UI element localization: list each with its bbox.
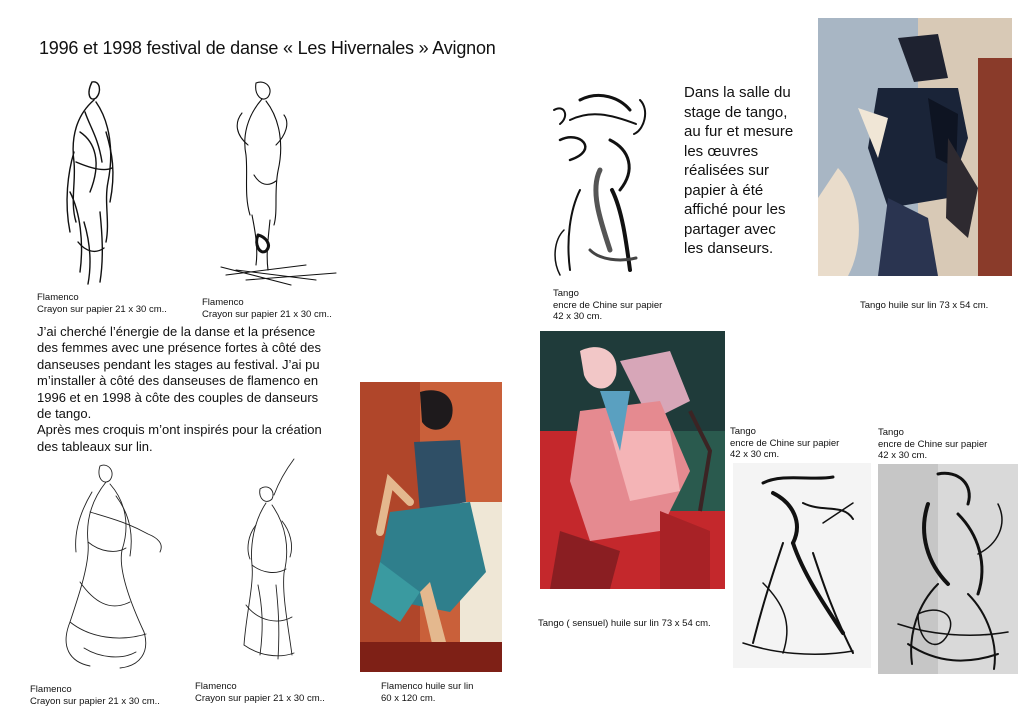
side-line: les danseurs. [684, 240, 774, 257]
tango-ink-3-icon [878, 464, 1018, 674]
intro-line: J’ai cherché l’énergie de la danse et la présence [37, 324, 316, 339]
caption-flamenco-4: Flamenco Crayon sur papier 21 x 30 cm.. [195, 681, 325, 704]
flamenco-sketch-3-icon [30, 452, 175, 680]
side-line: au fur et mesure [684, 123, 794, 140]
side-text [684, 83, 824, 259]
caption-flamenco-3: Flamenco Crayon sur papier 21 x 30 cm.. [30, 684, 160, 707]
caption-tango-oil-top: Tango huile sur lin 73 x 54 cm. [860, 300, 989, 311]
caption-flamenco-oil: Flamenco huile sur lin 60 x 120 cm. [381, 681, 474, 704]
caption-flamenco-1: Flamenco Crayon sur papier 21 x 30 cm.. [37, 292, 167, 315]
flamenco-sketch-2-icon [196, 75, 346, 290]
intro-line: m’installer à côté des danseuses de flamenco en [37, 373, 319, 389]
tango-ink-2-icon [733, 463, 871, 668]
intro-line: 1996 et en 1998 à côte des couples de danseurs [37, 389, 319, 405]
side-line: affiché pour les [684, 201, 786, 218]
flamenco-sketch-4-icon [198, 455, 348, 677]
flamenco-sketch-1-icon [40, 72, 140, 292]
side-line: les œuvres [684, 142, 759, 160]
tango-ink-1-icon [540, 80, 672, 285]
flamenco-oil-image [360, 382, 502, 672]
intro-line: de tango. [37, 406, 92, 422]
tango-ink-2-image [733, 463, 871, 668]
tango-oil-1-image [818, 18, 1012, 276]
intro-line: danseuses pendant les stages au festival. J’ai pu [37, 356, 320, 372]
intro-line: Après mes croquis m’ont inspirés pour la création [37, 422, 322, 438]
flamenco-oil-icon [360, 382, 502, 672]
caption-tango-ink-3: Tango encre de Chine sur papier 42 x 30 cm. [878, 427, 988, 461]
flamenco-sketch-4-image [198, 455, 348, 677]
intro-line: des femmes avec une présence fortes à côté des [37, 340, 321, 356]
flamenco-sketch-3-image [30, 452, 175, 680]
tango-oil-1-icon [818, 18, 1012, 276]
flamenco-sketch-2-image [196, 75, 346, 290]
caption-tango-ink-top: Tango encre de Chine sur papier 42 x 30 cm. [553, 288, 663, 322]
caption-flamenco-2: Flamenco Crayon sur papier 21 x 30 cm.. [202, 297, 332, 320]
caption-tango-sensuel: Tango ( sensuel) huile sur lin 73 x 54 cm. [538, 618, 711, 629]
flamenco-sketch-1-image [40, 72, 140, 292]
side-line: Dans la salle du [684, 84, 791, 101]
tango-ink-1-image [540, 80, 672, 285]
intro-paragraph [37, 324, 337, 455]
side-line: stage de tango, [684, 103, 788, 121]
page-title: 1996 et 1998 festival de danse « Les Hivernales » Avignon [39, 38, 496, 58]
tango-oil-sensuel-icon [540, 331, 725, 589]
tango-oil-sensuel-image [540, 331, 725, 589]
tango-ink-3-image [878, 464, 1018, 674]
side-line: réalisées sur [684, 162, 770, 179]
side-line: partager avec [684, 220, 776, 238]
caption-tango-ink-2: Tango encre de Chine sur papier 42 x 30 cm. [730, 426, 840, 460]
intro-line: des tableaux sur lin. [37, 438, 153, 454]
side-line: papier à été [684, 181, 764, 199]
